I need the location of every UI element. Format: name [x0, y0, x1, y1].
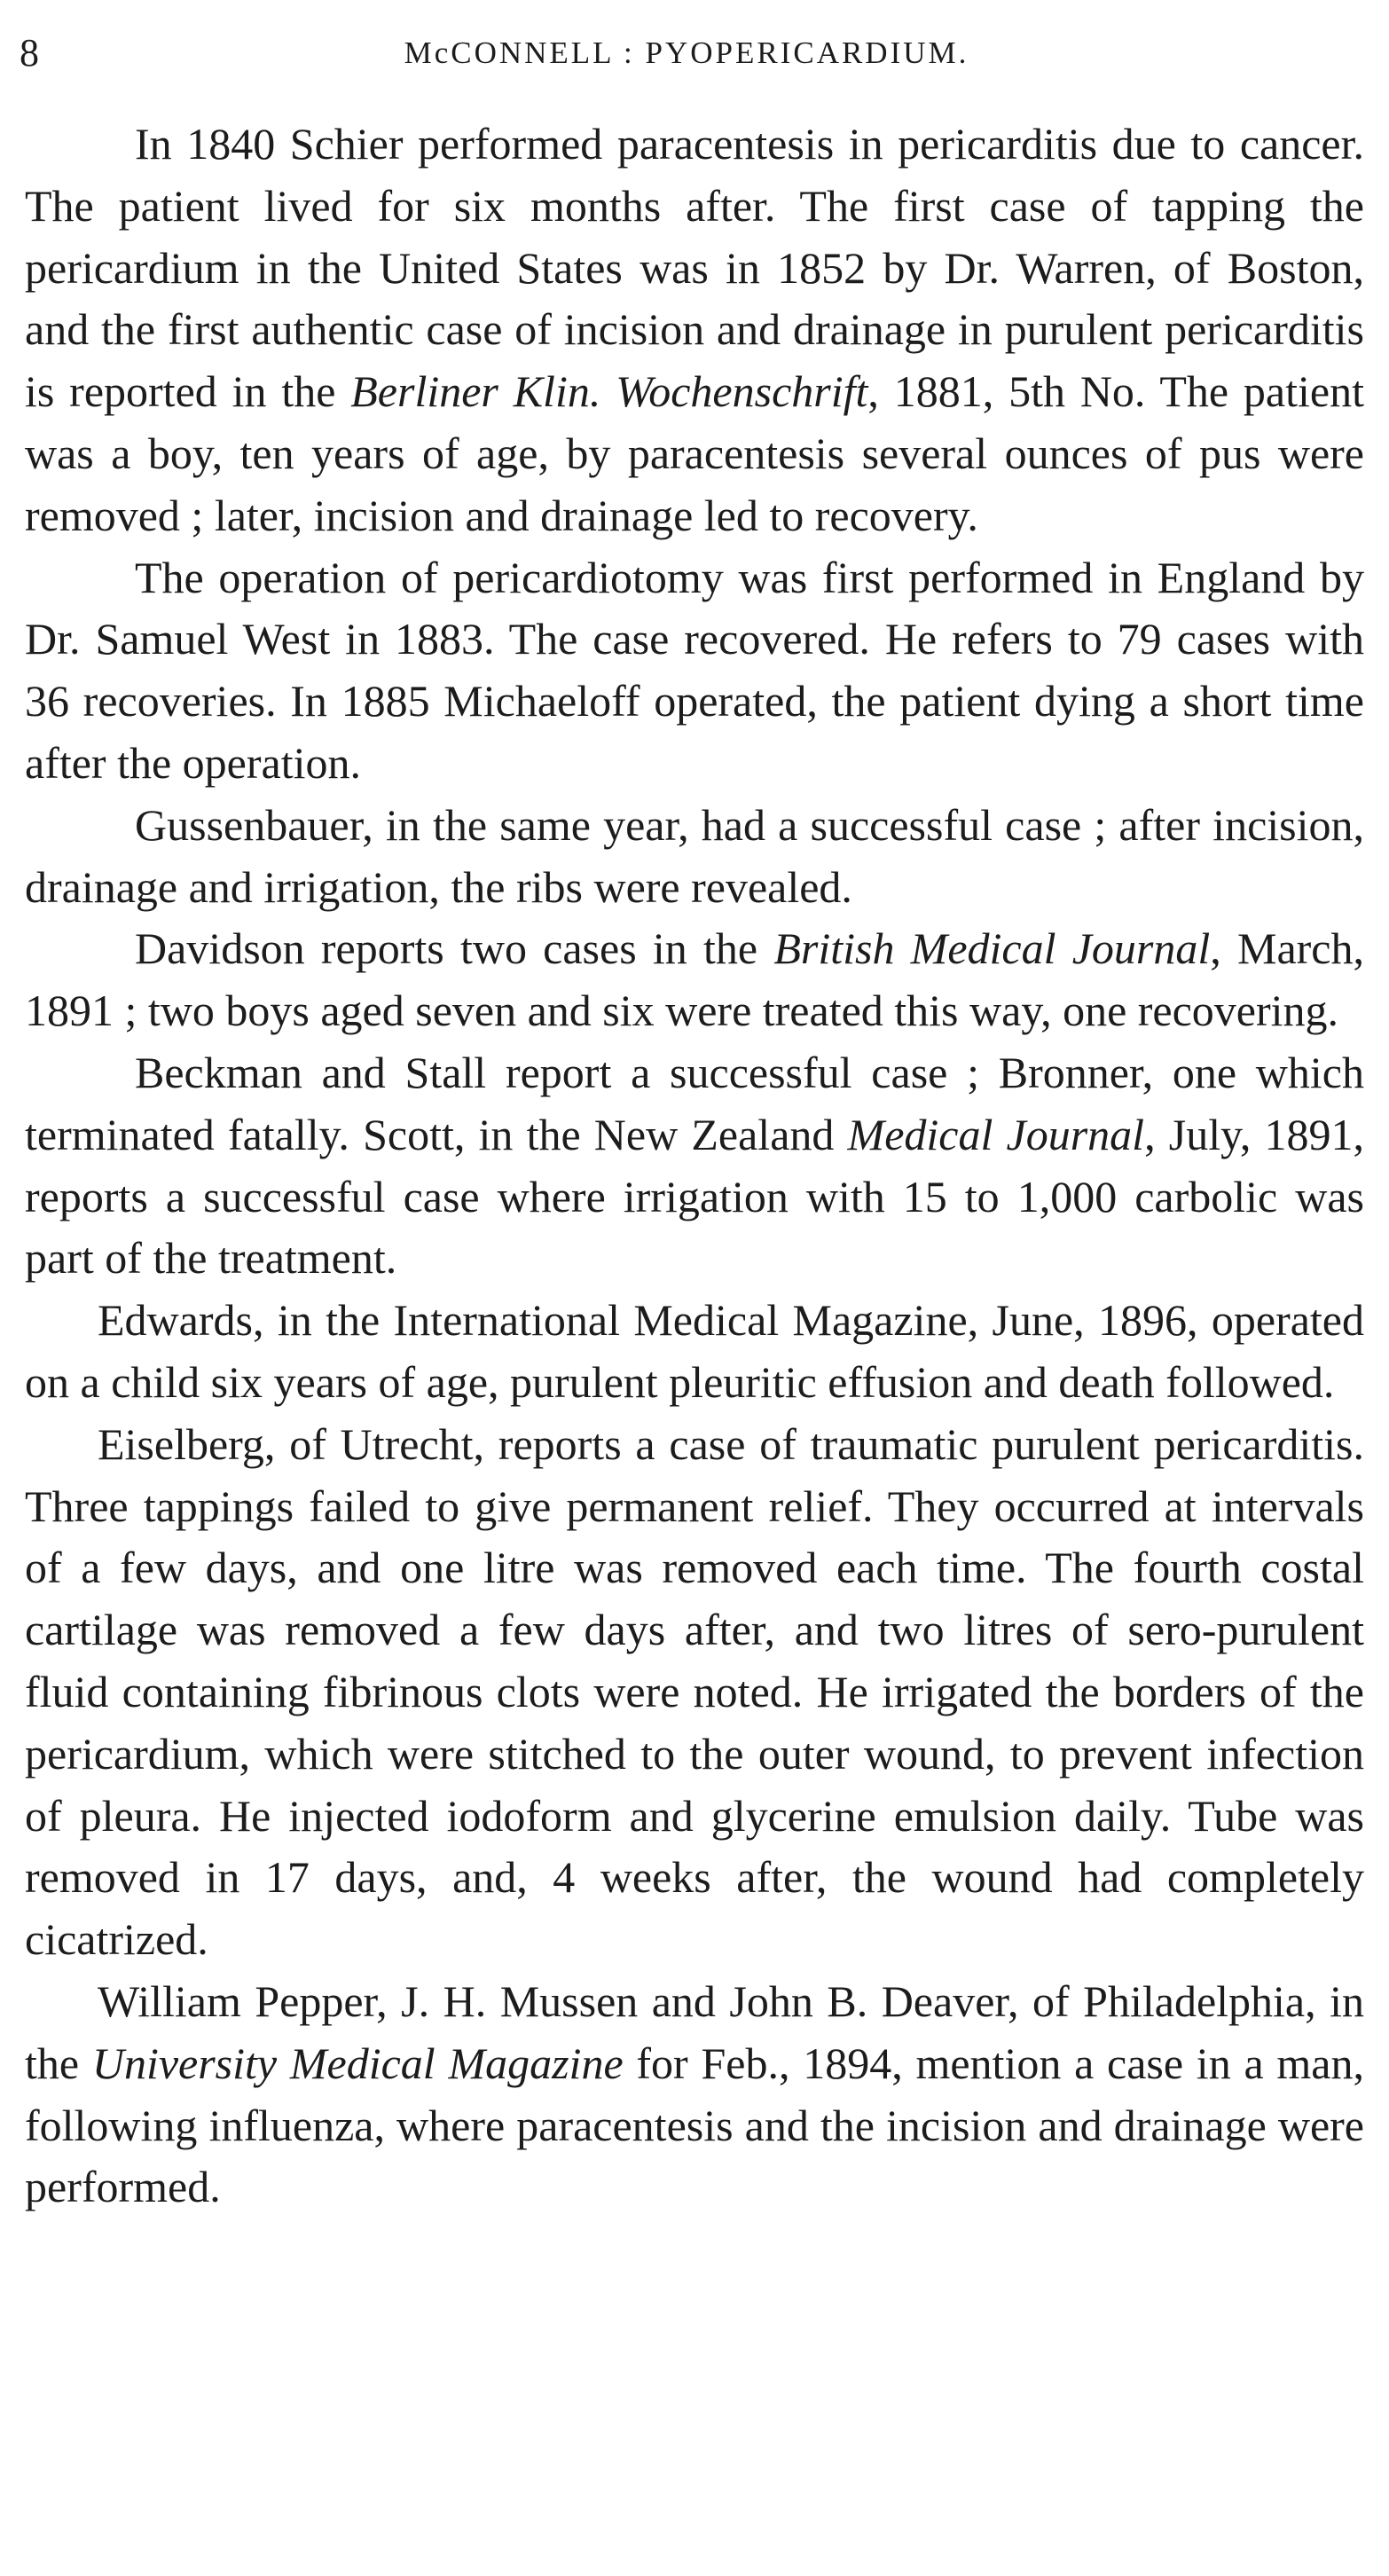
para-4-run-3: , March, 1891 ; two boys aged seven and six were treated this way, one recovering. — [25, 923, 1365, 1036]
para-4-run-1: Davidson reports two cases in the — [135, 923, 774, 974]
para-4-journal-title: British Medical Journal — [773, 923, 1211, 974]
page-header — [20, 27, 1354, 80]
para-1-journal-title: Berliner Klin. Wochenschrift — [350, 366, 868, 417]
para-5-journal-title: Medical Journal — [847, 1109, 1145, 1159]
paragraph-beckman — [25, 1042, 1364, 1290]
para-2-run-1: The operation of pericardiotomy was first performed in England by Dr. Samuel West in 1883. The case recovered. He refers to 79 cases with 36 recoveries. In 1885 Michaeloff operated, the patient dying a short time after the operation. — [25, 552, 1364, 788]
para-3-run-1: Gussenbauer, in the same year, had a successful case ; after incision, drainage and irrigation, the ribs were revealed. — [25, 799, 1364, 912]
para-7-run-1: Eiselberg, of Utrecht, reports a case of traumatic purulent pericarditis. Three tappings failed to give permanent relief. They occurred at intervals of a few days, and one litre was removed each time. The fourth costal cartilage was removed a few days after, and two litres of sero-purulent fluid containing fibrinous clots were noted. He irrigated the borders of the pericardium, which were stitched to the outer wound, to prevent infection of pleura. He injected iodoform and glycerine emulsion daily. Tube was removed in 17 days, and, 4 weeks after, the wound had completely cicatrized. — [25, 1418, 1364, 1965]
para-8-run-3: for Feb., 1894, mention a case in a man, following influenza, where paracentesis and the incision and drainage were performed. — [25, 2038, 1364, 2212]
paragraph-pericardiotomy — [25, 547, 1364, 795]
paragraph-schier — [25, 114, 1364, 547]
paragraph-pepper — [25, 1971, 1364, 2219]
para-8-run-1: William Pepper, J. H. Mussen and John B. Deaver, of Philadelphia, in the — [25, 1975, 1364, 2088]
paragraph-eiselberg — [25, 1414, 1364, 1971]
paragraph-edwards — [25, 1290, 1364, 1414]
para-1-run-1: In 1840 Schier performed paracentesis in pericarditis due to cancer. The patient lived for six months after. The first case of tapping the pericardium in the United States was in 1852 by Dr. Warren, of Boston, and the first authentic case of incision and drainage in purulent pericarditis is reported in the — [25, 119, 1364, 417]
para-5-run-3: , July, 1891, reports a successful case where irrigation with 15 to 1,000 carbolic was part of the treatment. — [25, 1109, 1364, 1284]
paragraph-davidson — [25, 918, 1364, 1042]
para-1-run-3: , 1881, 5th No. The patient was a boy, ten years of age, by paracentesis several ounces of pus were removed ; later, incision and drainage led to recovery. — [25, 366, 1364, 540]
para-5-run-1: Beckman and Stall report a successful case ; Bronner, one which terminated fatally. Scott, in the New Zealand — [25, 1047, 1364, 1159]
para-8-journal-title: University Medical Magazine — [91, 2038, 624, 2088]
page-number: 8 — [20, 31, 39, 75]
para-6-run-1: Edwards, in the International Medical Magazine, June, 1896, operated on a child six years of age, purulent pleuritic effusion and death followed. — [25, 1295, 1364, 1407]
running-head: McCONNELL : PYOPERICARDIUM. — [404, 35, 969, 70]
paragraph-gussenbauer — [25, 795, 1364, 919]
body-text — [25, 114, 1364, 2219]
